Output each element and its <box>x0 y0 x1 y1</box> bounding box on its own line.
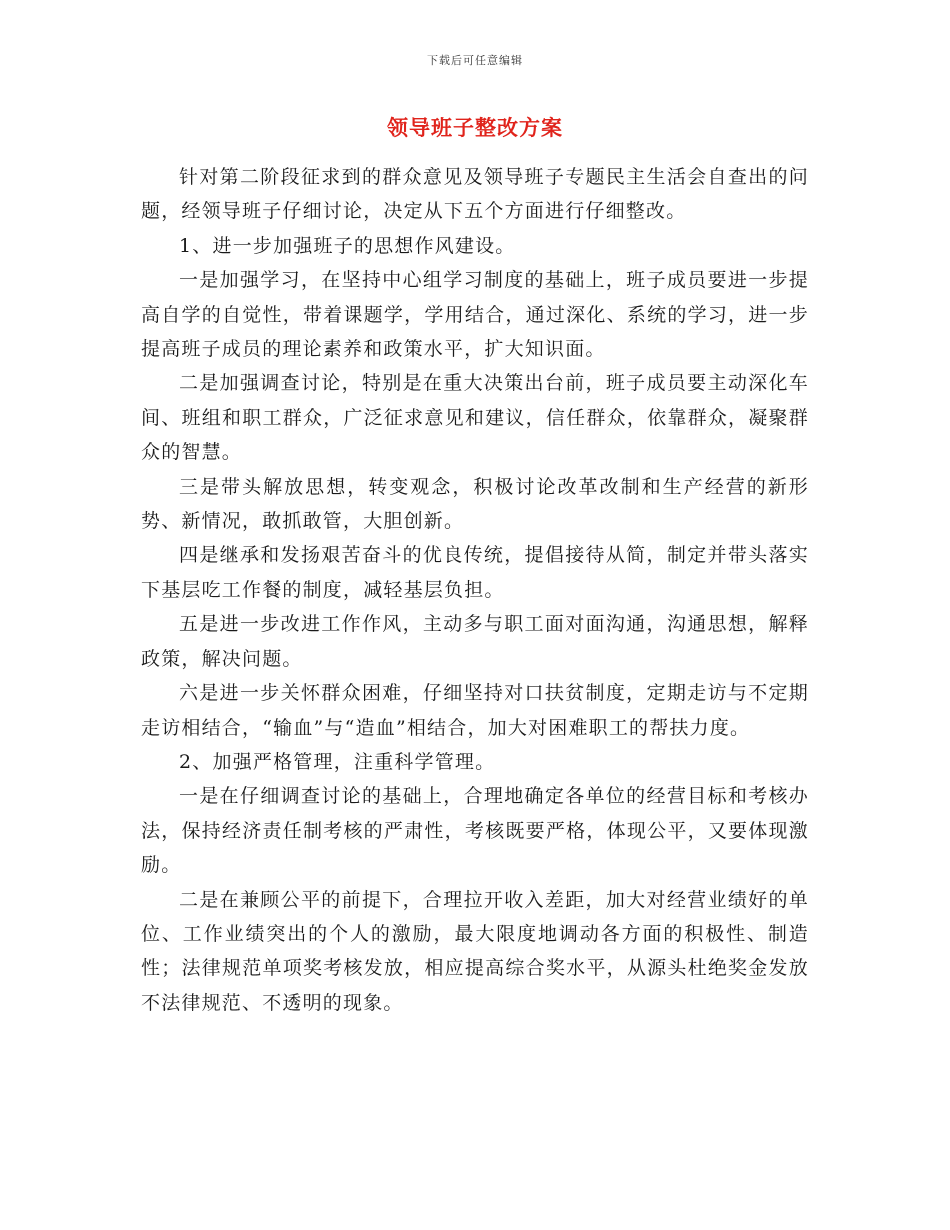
paragraph: 四是继承和发扬艰苦奋斗的优良传统，提倡接待从简，制定并带头落实下基层吃工作餐的制度，减轻基层负担。 <box>141 544 809 601</box>
section-heading-2: 2、加强严格管理，注重科学管理。 <box>179 750 496 773</box>
paragraph-intro: 针对第二阶段征求到的群众意见及领导班子专题民主生活会自查出的问题，经领导班子仔细讨论，决定从下五个方面进行仔细整改。 <box>141 166 809 223</box>
header-note: 下载后可任意编辑 <box>427 54 523 67</box>
paragraph: 六是进一步关怀群众困难，仔细坚持对口扶贫制度，定期走访与不定期走访相结合，“输血”与“造血”相结合，加大对困难职工的帮扶力度。 <box>141 682 809 739</box>
paragraph: 三是带头解放思想，转变观念，积极讨论改革改制和生产经营的新形势、新情况，敢抓敢管，大胆创新。 <box>141 475 809 533</box>
paragraph: 一是在仔细调查讨论的基础上，合理地确定各单位的经营目标和考核办法，保持经济责任制考核的严肃性，考核既要严格，体现公平，又要体现激励。 <box>141 785 809 877</box>
section-heading-1: 1、进一步加强班子的思想作风建设。 <box>179 234 516 257</box>
paragraph: 二是加强调查讨论，特别是在重大决策出台前，班子成员要主动深化车间、班组和职工群众，广泛征求意见和建议，信任群众，依靠群众，凝聚群众的智慧。 <box>141 372 809 464</box>
document-body <box>141 160 809 1020</box>
document-title: 领导班子整改方案 <box>387 115 563 140</box>
paragraph: 二是在兼顾公平的前提下，合理拉开收入差距，加大对经营业绩好的单位、工作业绩突出的个人的激励，最大限度地调动各方面的积极性、制造性；法律规范单项奖考核发放，相应提高综合奖水平，从源头杜绝奖金发放不法律规范、不透明的现象。 <box>141 888 809 1014</box>
paragraph: 一是加强学习，在坚持中心组学习制度的基础上，班子成员要进一步提高自学的自觉性，带着课题学，学用结合，通过深化、系统的学习，进一步提高班子成员的理论素养和政策水平，扩大知识面。 <box>141 269 809 361</box>
paragraph: 五是进一步改进工作作风，主动多与职工面对面沟通，沟通思想，解释政策，解决问题。 <box>141 613 809 670</box>
